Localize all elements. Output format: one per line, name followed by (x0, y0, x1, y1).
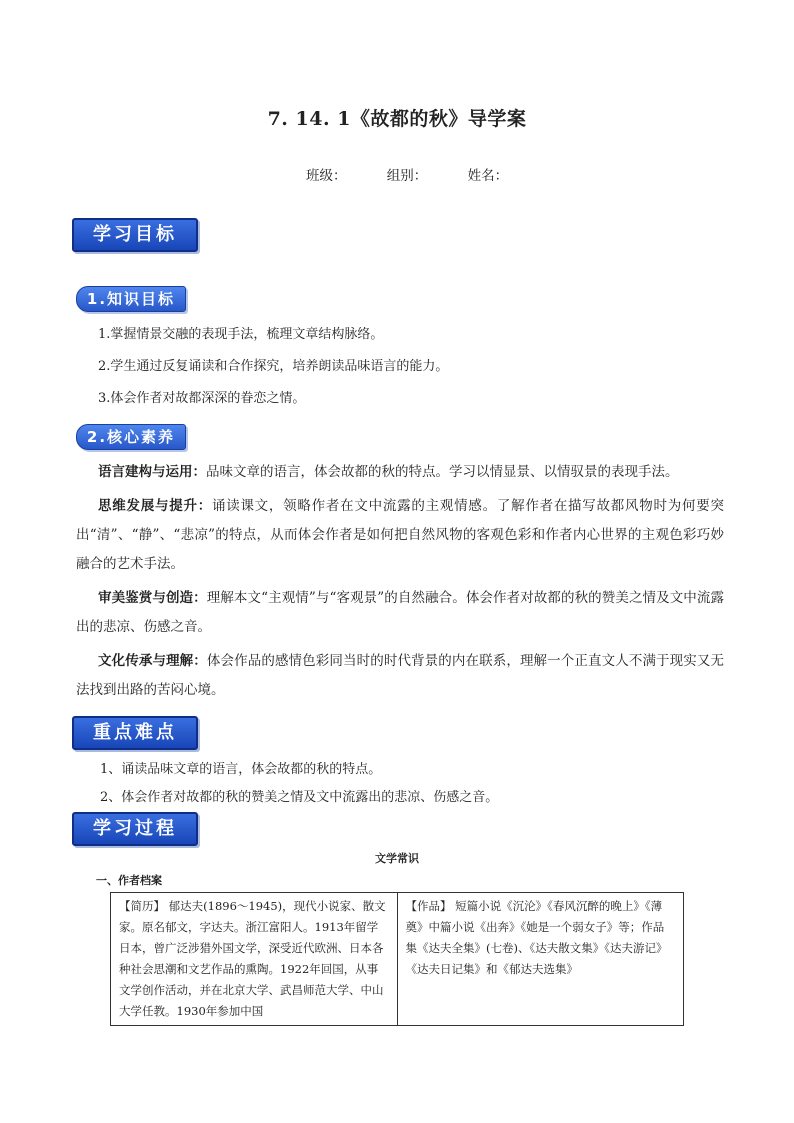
author-works-cell: 【作品】 短篇小说《沉沦》《春风沉醉的晚上》《薄奠》中篇小说《出奔》《她是一个弱女子》等；作品集《达夫全集》(七卷)、《达夫散文集》《达夫游记》《达夫日记集》和《郁达夫选集》 (397, 893, 684, 1026)
knowledge-item-3: 3.体会作者对故都深深的眷恋之情。 (98, 391, 306, 406)
core-item-1-label: 语言建构与运用： (98, 464, 206, 480)
section-banner-knowledge: 1.知识目标 (76, 286, 186, 312)
section-banner-core: 2.核心素养 (76, 424, 186, 450)
keypoint-item-1: 1、诵读品味文章的语言，体会故都的秋的特点。 (100, 762, 382, 777)
core-item-3-label: 审美鉴赏与创造： (98, 590, 207, 606)
core-item-4-label: 文化传承与理解： (98, 653, 207, 669)
core-item-1-text: 品味文章的语言，体会故都的秋的特点。学习以情显景、以情驭景的表现手法。 (206, 464, 679, 480)
core-item-4-text: 体会作品的感情色彩同当时的时代背景的内在联系，理解一个正直文人不满于现实又无法找到出路的苦闷心境。 (76, 653, 725, 698)
core-list (76, 458, 724, 705)
name-label: 姓名： (467, 168, 509, 184)
author-profile-table (110, 892, 684, 1026)
keypoint-item-2: 2、体会作者对故都的秋的赞美之情及文中流露出的悲凉、伤感之音。 (100, 790, 499, 805)
class-label: 班级： (306, 168, 347, 184)
core-item-2-label: 思维发展与提升： (98, 498, 212, 514)
keypoint-list (100, 756, 724, 812)
core-item-2-text: 诵读课文，领略作者在文中流露的主观情感。了解作者在描写故都风物时为何要突出“清”、“静”、“悲凉”的特点，从而体会作者是如何把自然风物的客观色彩和作者内心世界的主观色彩巧妙融合的艺术手法。 (76, 498, 724, 572)
core-item-4 (76, 647, 724, 705)
section-banner-process: 学习过程 (72, 812, 198, 846)
literary-knowledge-heading: 文学常识 (375, 852, 419, 865)
knowledge-item-2: 2.学生通过反复诵读和合作探究，培养朗读品味语言的能力。 (98, 359, 449, 374)
section-banner-keypoints: 重点难点 (72, 716, 198, 750)
page-title: 7. 14. 1《故都的秋》导学案 (267, 108, 527, 130)
knowledge-list (98, 322, 722, 418)
student-info-line (306, 164, 544, 184)
knowledge-item-1: 1.掌握情景交融的表现手法，梳理文章结构脉络。 (98, 327, 384, 342)
author-bio-cell: 【简历】 郁达夫(1896～1945)，现代小说家、散文家。原名郁文，字达夫。浙江富阳人。1913年留学日本，曾广泛涉猎外国文学，深受近代欧洲、日本各种社会思潮和文艺作品的熏陶。1922年回国，从事文学创作活动，并在北京大学、武昌师范大学、中山大学任教。1930年参加中国 (111, 893, 398, 1026)
core-item-3 (76, 584, 724, 642)
author-profile-heading: 一、作者档案 (96, 874, 162, 887)
core-item-1 (76, 458, 724, 487)
core-item-3-text: 理解本文“主观情”与“客观景”的自然融合。体会作者对故都的秋的赞美之情及文中流露出的悲凉、伤感之音。 (76, 590, 724, 635)
core-item-2 (76, 492, 724, 579)
group-label: 组别： (386, 168, 428, 184)
section-banner-goals: 学习目标 (72, 218, 198, 252)
